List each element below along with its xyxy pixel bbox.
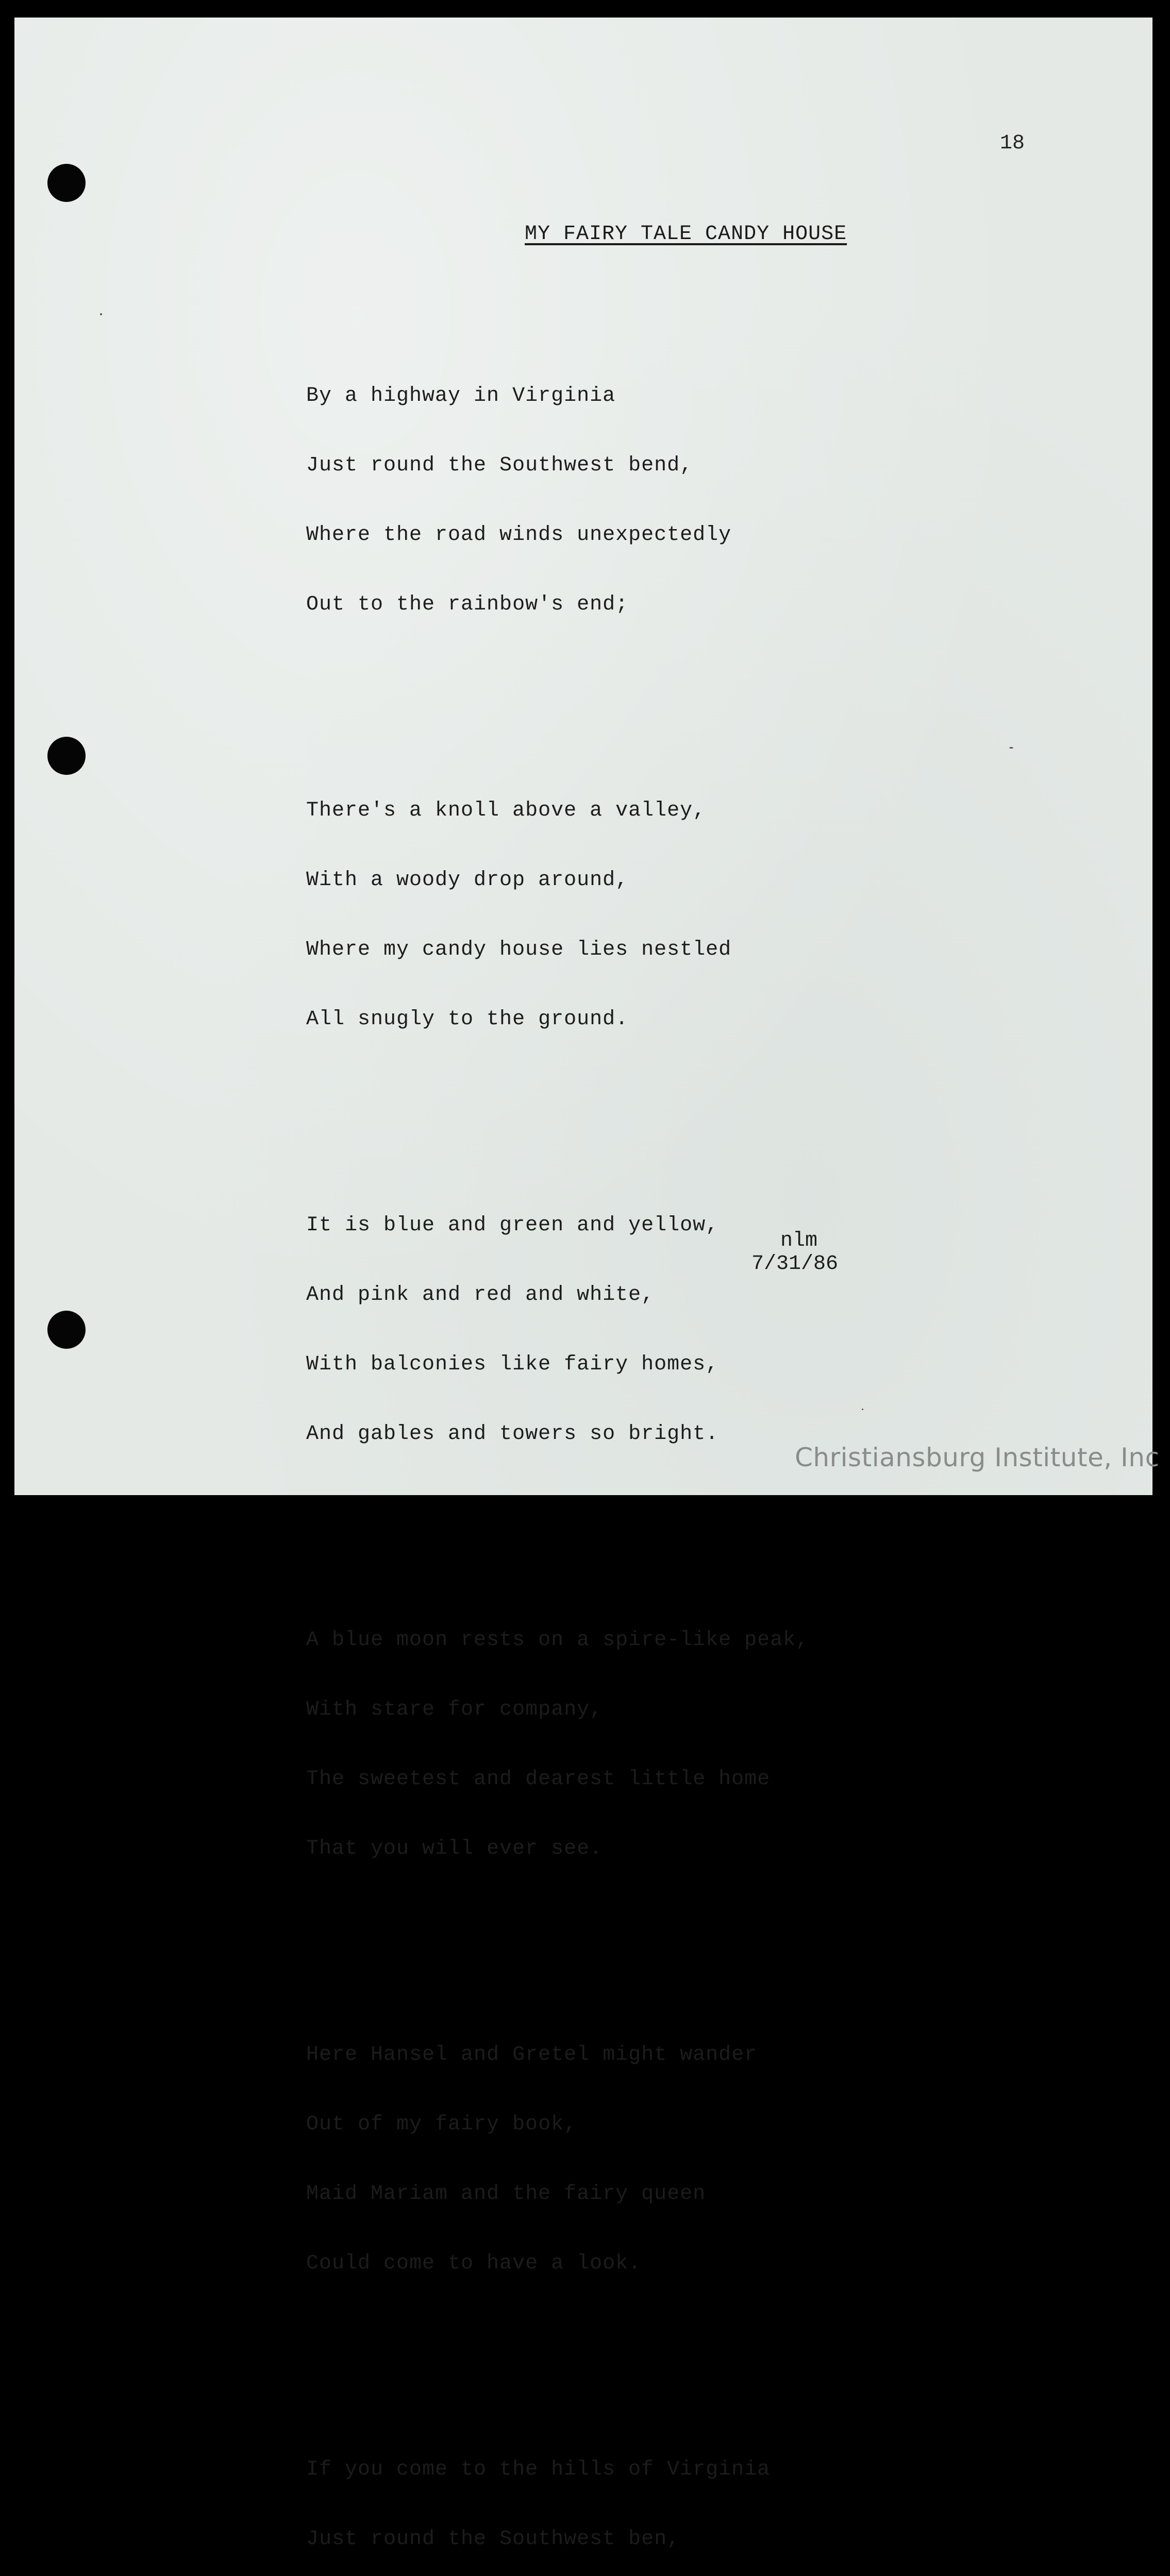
stanza [306, 1582, 809, 1907]
poem-line: Here Hansel and Gretel might wander [306, 2043, 758, 2066]
poem-line: Could come to have a look. [306, 2252, 642, 2275]
poem-line: It is blue and green and yellow, [306, 1214, 719, 1237]
poem-title: MY FAIRY TALE CANDY HOUSE [525, 223, 847, 246]
poem-line: With a woody drop around, [306, 869, 629, 892]
stanza [306, 338, 809, 663]
binder-hole-top [47, 164, 86, 202]
signature-date: 7/31/86 [751, 1252, 839, 1276]
poem-line: Maid Mariam and the fairy queen [306, 2182, 706, 2206]
stanza [306, 2412, 809, 2576]
binder-hole-middle [47, 737, 86, 775]
poem-line: And gables and towers so bright. [306, 1422, 719, 1446]
poem-body [306, 292, 809, 2576]
poem-line: With balconies like fairy homes, [306, 1353, 719, 1376]
paper-speck [1009, 747, 1013, 749]
poem-line: Just round the Southwest bend, [306, 454, 693, 477]
poem-line: All snugly to the ground. [306, 1008, 629, 1031]
poem-line: With stare for company, [306, 1698, 603, 1721]
page-number: 18 [1000, 132, 1025, 155]
stanza [306, 1167, 809, 1492]
poem-line: Just round the Southwest ben, [306, 2528, 680, 2551]
binder-hole-bottom [47, 1311, 86, 1349]
poem-line: The sweetest and dearest little home [306, 1768, 771, 1791]
poem-line: That you will ever see. [306, 1837, 603, 1860]
poem-line: And pink and red and white, [306, 1283, 655, 1307]
poem-line: Out of my fairy book, [306, 2113, 577, 2136]
stanza [306, 753, 809, 1077]
signature-block [751, 1229, 838, 1276]
author-initials: nlm [780, 1229, 818, 1252]
poem-line: There's a knoll above a valley, [306, 799, 706, 822]
stanza [306, 1997, 809, 2321]
watermark: Christiansburg Institute, Inc [795, 1443, 1160, 1472]
poem-line: Where the road winds unexpectedly [306, 523, 732, 547]
poem-line: If you come to the hills of Virginia [306, 2458, 771, 2481]
poem-line: By a highway in Virginia [306, 384, 616, 408]
poem-line: Out to the rainbow's end; [306, 593, 629, 616]
paper-speck [100, 313, 102, 315]
document-page [14, 18, 1160, 2551]
poem-line: A blue moon rests on a spire-like peak, [306, 1629, 809, 1652]
paper-speck [862, 1409, 863, 1410]
poem-line: Where my candy house lies nestled [306, 938, 732, 961]
